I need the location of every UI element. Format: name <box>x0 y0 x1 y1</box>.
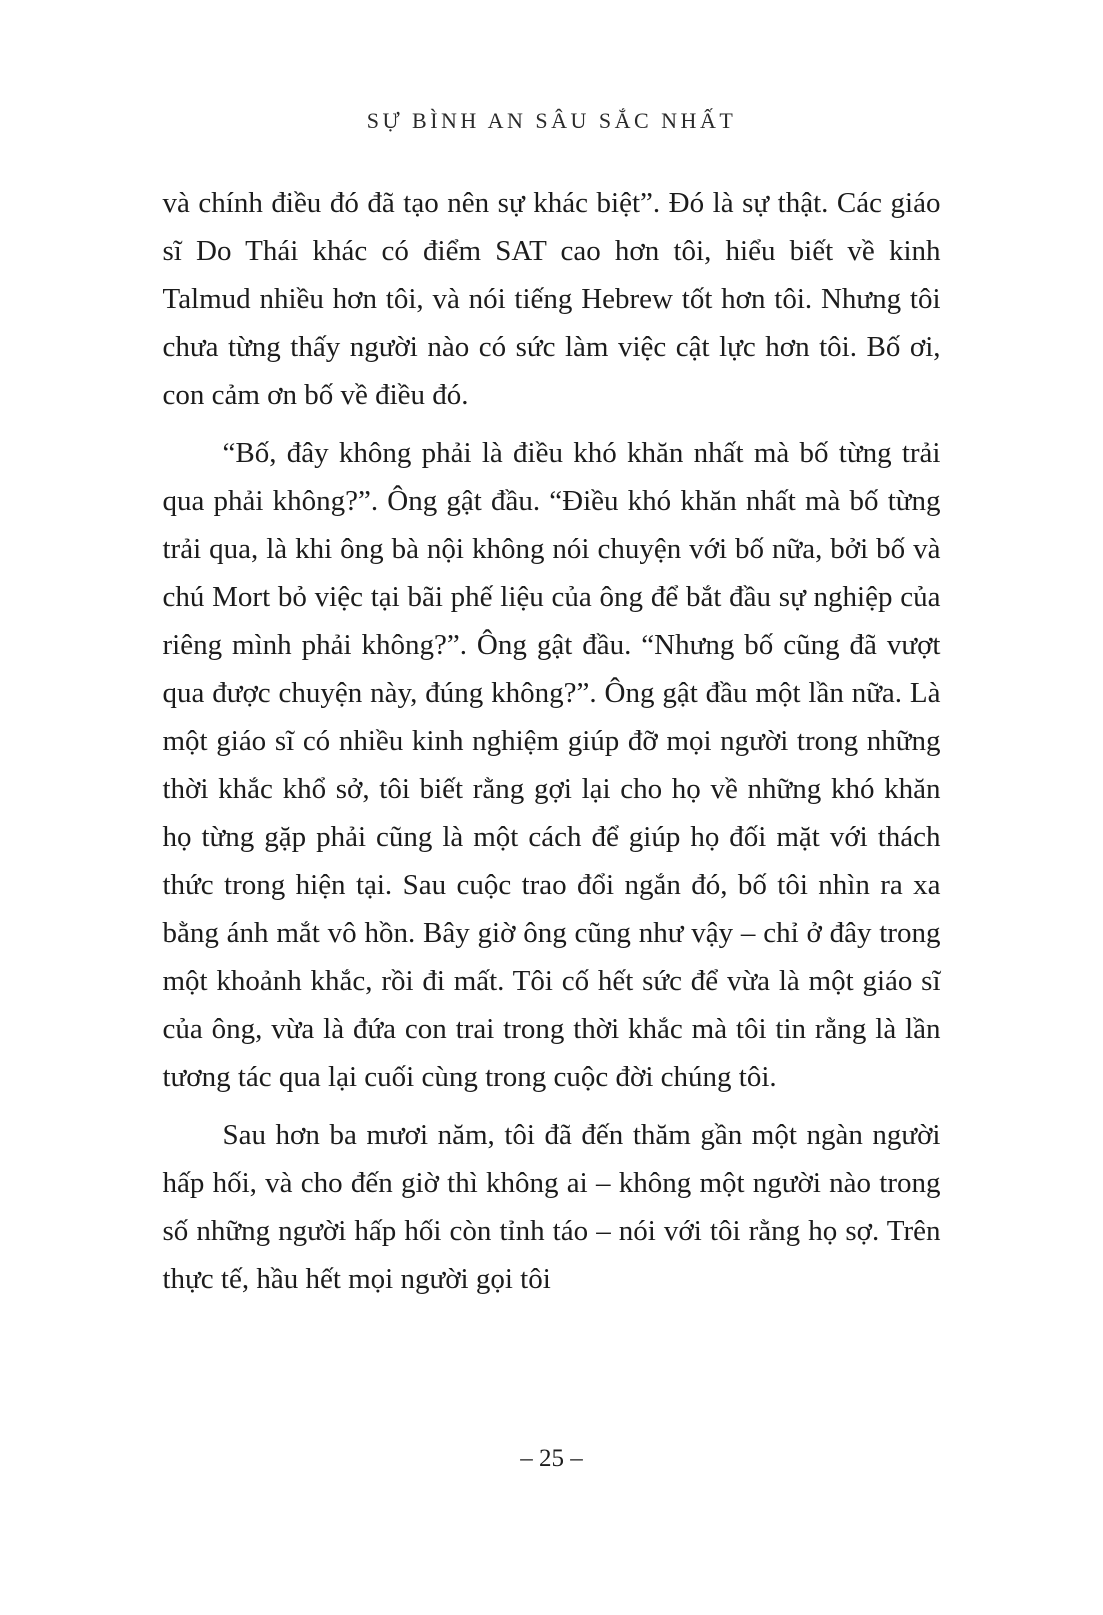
paragraph: và chính điều đó đã tạo nên sự khác biệt”. Đó là sự thật. Các giáo sĩ Do Thái khác có điểm SAT cao hơn tôi, hiểu biết về kinh Talmud nhiều hơn tôi, và nói tiếng Hebrew tốt hơn tôi. Nhưng tôi chưa từng thấy người nào có sức làm việc cật lực hơn tôi. Bố ơi, con cảm ơn bố về điều đó. <box>162 187 941 411</box>
running-header: SỰ BÌNH AN SÂU SẮC NHẤT <box>366 108 737 133</box>
page-body-text <box>163 179 941 1303</box>
page-number: – 25 – <box>520 1445 583 1472</box>
paragraph: “Bố, đây không phải là điều khó khăn nhất mà bố từng trải qua phải không?”. Ông gật đầu. “Điều khó khăn nhất mà bố từng trải qua, là khi ông bà nội không nói chuyện với bố nữa, bởi bố và chú Mort bỏ việc tại bãi phế liệu của ông để bắt đầu sự nghiệp của riêng mình phải không?”. Ông gật đầu. “Nhưng bố cũng đã vượt qua được chuyện này, đúng không?”. Ông gật đầu một lần nữa. Là một giáo sĩ có nhiều kinh nghiệm giúp đỡ mọi người trong những thời khắc khổ sở, tôi biết rằng gợi lại cho họ về những khó khăn họ từng gặp phải cũng là một cách để giúp họ đối mặt với thách thức trong hiện tại. Sau cuộc trao đổi ngắn đó, bố tôi nhìn ra xa bằng ánh mắt vô hồn. Bây giờ ông cũng như vậy – chỉ ở đây trong một khoảnh khắc, rồi đi mất. Tôi cố hết sức để vừa là một giáo sĩ của ông, vừa là đứa con trai trong thời khắc mà tôi tin rằng là lần tương tác qua lại cuối cùng trong cuộc đời chúng tôi. <box>162 437 941 1093</box>
paragraph: Sau hơn ba mươi năm, tôi đã đến thăm gần một ngàn người hấp hối, và cho đến giờ thì không ai – không một người nào trong số những người hấp hối còn tỉnh táo – nói với tôi rằng họ sợ. Trên thực tế, hầu hết mọi người gọi tôi <box>162 1119 941 1295</box>
